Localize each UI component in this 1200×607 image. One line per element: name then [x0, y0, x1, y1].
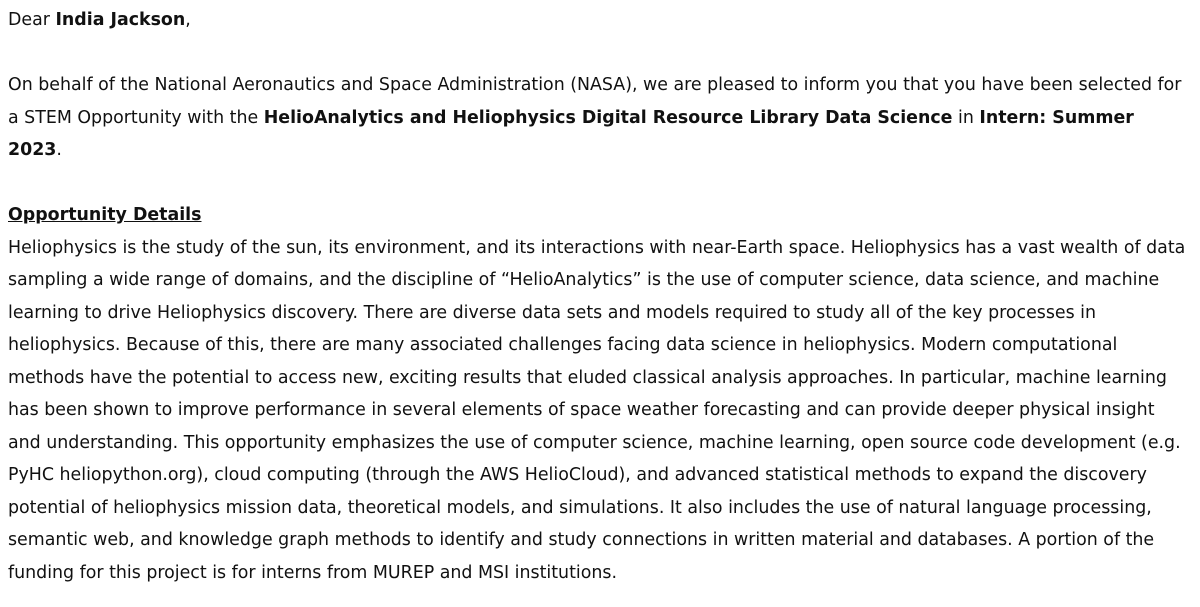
recipient-name: India Jackson — [55, 10, 186, 30]
session-name: Intern: Summer 2023 — [8, 107, 1134, 160]
spacer — [8, 37, 1192, 70]
details-paragraph: Heliophysics is the study of the sun, its environment, and its interactions with near-Earth space. Heliophysics has a vast wealth of data sampling a wide range of domains, and the discipline of “HelioAnalytics” is the use of computer science, data science, and machine learning to drive Heliophysics discovery. There are diverse data sets and models required to study all of the key processes in heliophysics. Because of this, there are many associated challenges facing data science in heliophysics. Modern computational methods have the potential to access new, exciting results that eluded classical analysis approaches. In particular, machine learning has been shown to improve performance in several elements of space weather forecasting and can provide deeper physical insight and understanding. This opportunity emphasizes the use of computer science, machine learning, open source code development (e.g. PyHC heliopython.org), cloud computing (through the AWS HelioCloud), and advanced statistical methods to expand the discovery potential of heliophysics mission data, theoretical models, and simulations. It also includes the use of natural language processing, semantic web, and knowledge graph methods to identify and study connections in written material and databases. A portion of the funding for this project is for interns from MUREP and MSI institutions. — [8, 237, 1186, 583]
project-name: HelioAnalytics and Heliophysics Digital Resource Library Data Science — [263, 107, 953, 128]
intro-paragraph — [8, 69, 1192, 167]
intro-text-1: On behalf of the National Aeronautics and Space Administration (NASA), we are pleased to inform you that you have been selected for a STEM Opportunity with the — [8, 75, 1182, 128]
greeting-prefix: Dear — [8, 10, 56, 30]
intro-text-2: in — [952, 107, 980, 128]
intro-text-3: . — [56, 140, 62, 160]
section-heading: Opportunity Details — [8, 205, 202, 225]
greeting-suffix: , — [185, 10, 191, 30]
greeting — [8, 4, 1192, 37]
spacer — [8, 167, 1192, 200]
